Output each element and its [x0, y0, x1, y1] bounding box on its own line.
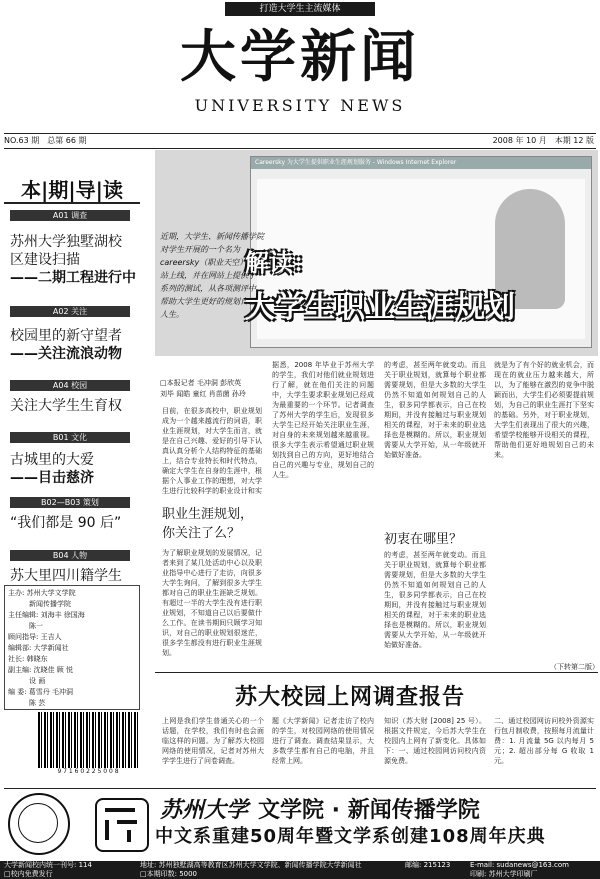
guide-item-a02[interactable] [10, 306, 140, 363]
imprint-line: 陈 芸 [8, 699, 46, 707]
guide-item-label: A01 调查 [10, 210, 130, 221]
barcode-number: 9 7 1 6 0 2 2 5 0 0 8 [57, 768, 119, 775]
masthead-subtitle: UNIVERSITY NEWS [194, 96, 406, 115]
feature-intro: 近期，大学生、新闻传播学院对学生开展的一个名为 careersky（职业天空）的网站上线，并在网站上提供了一系列的测试，从各项测评中，帮助大学生更好的规划自己的人生。 [160, 232, 264, 319]
issue-number: NO.63 期 总第 66 期 [4, 136, 87, 145]
imprint-box [4, 585, 140, 710]
guide-item-line: ——目击慈济 [10, 470, 94, 486]
guide-item-label: B01 文化 [10, 432, 130, 443]
article-divider [155, 672, 598, 673]
guide-item-line: 古城里的大爱 [10, 452, 94, 468]
continue-note: （下转第二版） [550, 663, 599, 671]
article-text: 题《大学新闻》记者走访了校内的学生，对校园网络的使用情况进行了调查。调查结果显示，大多数学生都有自己的电脑，并且经常上网。 [272, 717, 374, 765]
guide-item-a04[interactable] [10, 380, 140, 415]
article-text: 为了解职业规划的发展情况，记者来到了某几处活动中心以及职业指导中心进行了走访，向很多大学生询问，了解到很多大学生都对自己的职业生涯缺乏规划。有超过一半的大学生没有进行职业规划，不知道自己以后要做什么工作。在读书期间只顾学习知识，对自己的职业规划很迷茫，很多学生都没有进行职业生涯规划。 [162, 549, 262, 657]
imprint-line: 编 委: 葛雪丹 毛冲洞 [8, 688, 74, 696]
college-logo-icon [95, 798, 149, 852]
browser-title: Careersky 为大学生提供职业生涯规划服务 - Windows Internet Explorer [251, 157, 591, 169]
imprint-line: 社长: 韩晓东 [8, 655, 48, 663]
article2-headline: 苏大校园上网调查报告 [235, 685, 466, 710]
ad-anniversary: 中文系重建50周年暨文学系创建108周年庆典 [155, 826, 546, 847]
seal-inner-ring [18, 803, 58, 843]
guide-item-label: B02—B03 策划 [10, 497, 130, 508]
footer-postcode: 邮编: 215123 [405, 861, 451, 869]
ad-university-name: 苏州大学 [160, 797, 249, 823]
article-text: 的考虑，甚至两年就变动。而且关于职业规划，就算每个职业都需要规划，但是大多数的大学生仍然不知道如何规划自己的人生，很多同学都表示，自己在校期间，并没有接触过与职业规划相关的课程，对于未来的职业选择也是模糊的。所以，职业规划需要从大学开始，从一年级就开始做好准备。 [384, 551, 486, 649]
guide-item-line: ——二期工程进行中 [10, 270, 136, 286]
footer-bar [0, 861, 600, 879]
masthead-title: 大学新闻 [180, 24, 420, 90]
guide-divider [4, 202, 140, 204]
guide-item-line: ——关注流浪动物 [10, 346, 122, 362]
feature-subhead: 职业生涯规划，你关注了么？ [162, 507, 254, 541]
imprint-line: 新闻传播学院 [8, 600, 71, 608]
guide-title: 本|期|导|读 [21, 178, 123, 202]
article-text: 目前，在很多高校中，职业规划成为一个越来越流行的词语，职业生涯规划，对大学生而言，就是在自己兴趣、爱好的引导下认真认真分析个人结构特征的基础上，结合专业特长和时代特点，确定大学生在自身的生涯中，根据个人事业工作的理想，对大学生进行比较科学的职业设计和实 [162, 407, 262, 495]
guide-item-label: A04 校园 [10, 380, 130, 391]
guide-item-line: 苏大里四川籍学生 [10, 568, 122, 584]
footer-distribution: □校内免费发行 [4, 870, 53, 878]
article-text: 二、通过校园网访问校外资源实行包月制收费，按照每月流量计费：1. 月流量 5G 以内每月 5 元；2. 超出部分每 G 收取 1 元。 [494, 717, 594, 765]
feature-headline: 大学生职业生涯规划 [245, 290, 515, 325]
guide-item-label: B04 人物 [10, 550, 130, 561]
ad-title [160, 793, 480, 824]
guide-item-b04[interactable] [10, 550, 140, 585]
ad-college-names: 文学院 · 新闻传播学院 [258, 798, 480, 823]
barcode [38, 712, 138, 768]
feature-subhead: 初衷在哪里？ [384, 532, 463, 547]
imprint-line: 主任编辑: 刘海丰 徐国海 [8, 611, 85, 619]
guide-item-line: 区建设扫描 [10, 252, 80, 268]
article-text: 据悉，2008 年毕业于苏州大学的学生，我们对他们就业规划进行了解，就在他们关注的问题中，大学生要求职业规划已经成为最重要的一个环节。记者调查了苏州大学的学生后，发现很多大学生已经开始关注职业生涯，对自身的未来规划越来越重视。很多大学生表示希望通过职业规划找到自己的方向，更好地结合自己的兴趣与专业，规划自己的人生。 [272, 361, 374, 479]
masthead-slogan: 打造大学生主流媒体 [225, 2, 375, 16]
imprint-line: 陈一 [8, 622, 43, 630]
guide-item-b02[interactable] [10, 497, 140, 532]
guide-item-a01[interactable] [10, 210, 140, 287]
footer-email: E-mail: sudanews@163.com [470, 861, 569, 869]
footer-address: 地址: 苏州独墅湖高等教育区苏州大学文学院、新闻传播学院大学新闻社 [140, 861, 362, 869]
guide-item-line: “我们都是 90 后” [10, 515, 122, 531]
issue-info-bar [4, 133, 596, 149]
imprint-line: 顾问指导: 王吉人 [8, 633, 62, 641]
ad-divider [4, 788, 596, 789]
feature-headline-prefix: 解读： [245, 249, 317, 277]
guide-item-label: A02 关注 [10, 306, 130, 317]
guide-item-line: 苏州大学独墅湖校 [10, 234, 122, 250]
article-text: 上网是我们学生普通关心的一个话题，在学校，我们有时也会面临这样的问题。为了解苏大校园网络的使用情况，记者对苏州大学学生进行了问卷调查。 [162, 717, 264, 765]
imprint-line: 主办: 苏州大学文学院 [8, 589, 76, 597]
footer-print-run: □本期印数: 5000 [140, 870, 198, 878]
guide-item-b01[interactable] [10, 432, 140, 487]
guide-item-line: 校园里的新守望者 [10, 328, 122, 344]
article-text: 的考虑，甚至两年就变动。而且关于职业规划，就算每个职业都需要规划，但是大多数的大学生仍然不知道如何规划自己的人生，很多同学都表示，自己在校期间，并没有接触过与职业规划相关的课程，对于未来的职业选择也是模糊的。所以，职业规划需要从大学开始，从一年级就开始做好准备。 [384, 361, 486, 459]
issue-date: 2008 年 10 月 本期 12 版 [492, 136, 594, 145]
imprint-line: 副主编: 沈晓佳 顾 悦 [8, 666, 74, 674]
imprint-line: 编辑部: 大学新闻社 [8, 644, 69, 652]
reporter-byline: □本报记者 毛冲洞 彭欣英 刘毕 闻皓 童红 肖苗菌 孙玲 [160, 379, 246, 398]
imprint-line: 设 画 [8, 677, 46, 685]
article-text: 知识（苏大财 [2008] 25 号）。根据文件规定，今后苏大学生在校园内上网有了新变化。具体如下：一、通过校园网访问校内资源免费。 [384, 717, 486, 765]
guide-item-line: 关注大学生生育权 [10, 398, 122, 414]
footer-issn: 大学新闻校内统一刊号: 114 [4, 861, 92, 869]
footer-printer: 印刷: 苏州大学印刷厂 [470, 870, 538, 878]
article-text: 就是为了有个好的就业机会，而现在的就业压力越来越大，所以，为了能够在激烈的竞争中脱颖而出，大学生们必须要提前规划，为自己的职业生涯打下坚实的基础。另外，对于职业规划，大学生们表现出了很大的兴趣，希望学校能够开设相关的课程，帮助他们更好地规划自己的未来。 [494, 361, 594, 459]
